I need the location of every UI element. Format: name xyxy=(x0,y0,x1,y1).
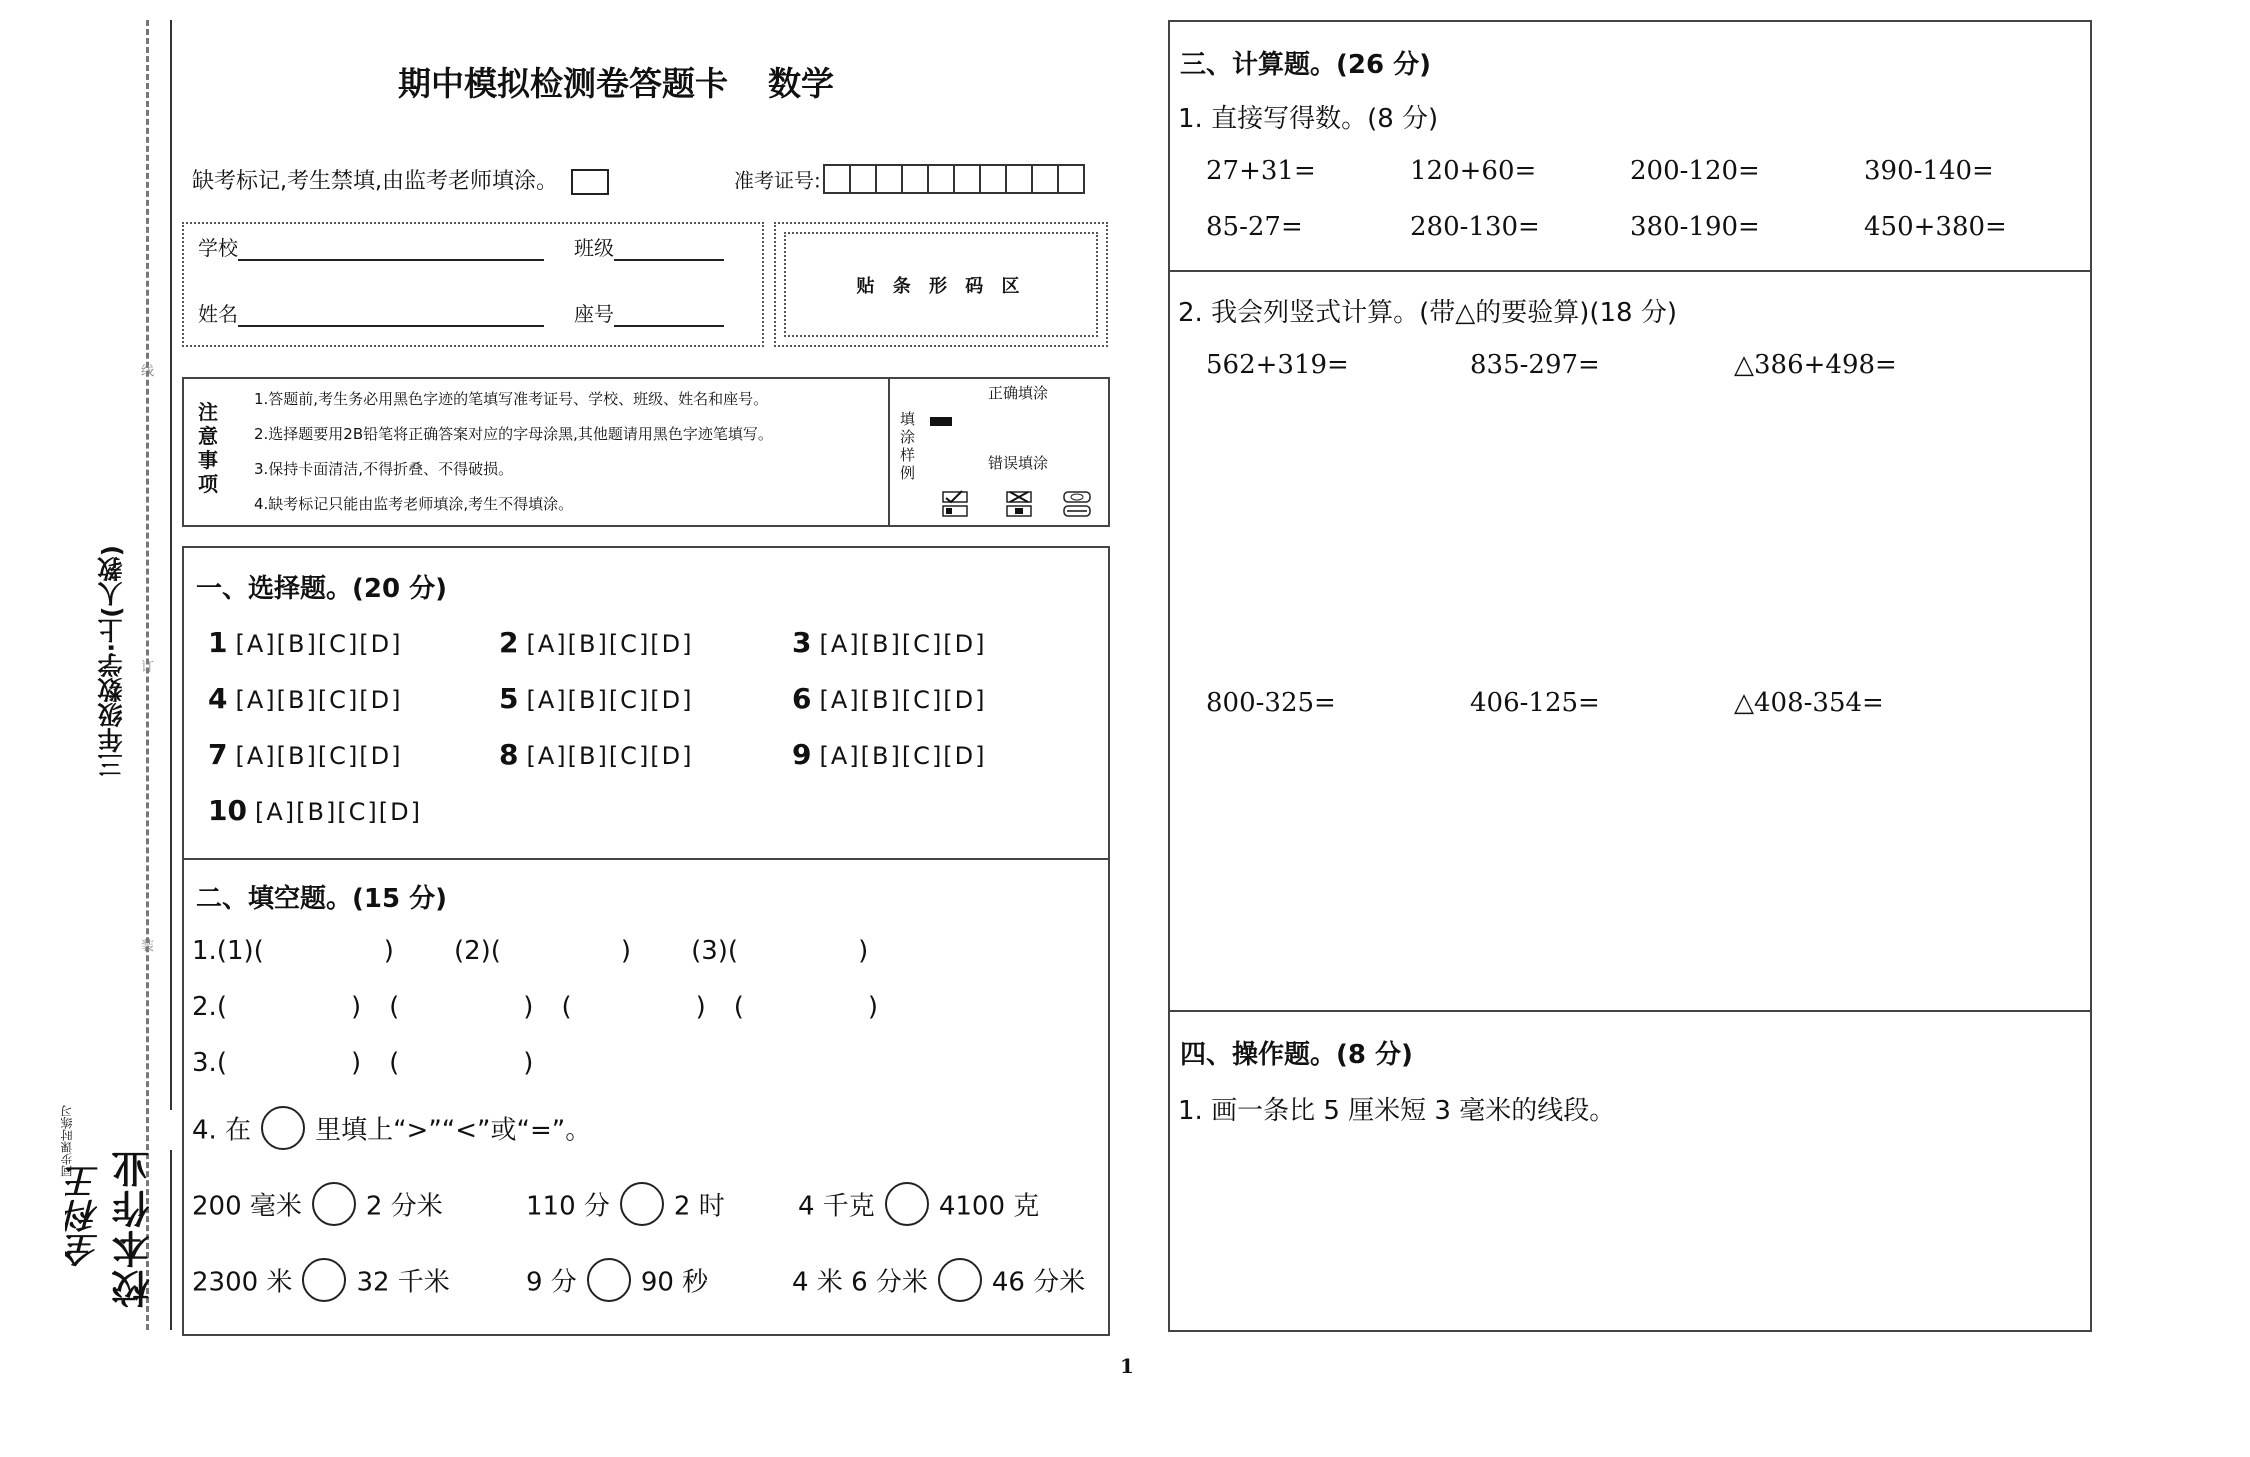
class-field[interactable]: 班级 xyxy=(574,232,724,261)
sample-label: 填涂样例 xyxy=(900,410,916,482)
section-divider xyxy=(1168,270,2092,272)
cut-mark: 装 xyxy=(141,939,155,954)
wrong-fill-samples xyxy=(940,490,1100,524)
mc-question-9[interactable]: 9 [A][B][C][D] xyxy=(792,738,987,771)
mc-question-3[interactable]: 3 [A][B][C][D] xyxy=(792,626,987,659)
page-title: 期中模拟检测卷答题卡 数学 xyxy=(398,64,834,103)
exam-id-cells[interactable] xyxy=(825,164,1085,194)
cut-mark: 线 xyxy=(141,364,155,379)
absent-mark-box[interactable] xyxy=(571,169,609,195)
section2-title: 二、填空题。(15 分) xyxy=(196,884,447,914)
direct-calc[interactable]: 120+60= xyxy=(1410,156,1537,186)
direct-calc[interactable]: 280-130= xyxy=(1410,212,1540,242)
cut-mark: 订 xyxy=(141,660,155,675)
brand-sub: 同步课时练习 xyxy=(60,1105,74,1177)
vertical-calc[interactable]: 835-297= xyxy=(1470,350,1600,380)
section4-title: 四、操作题。(8 分) xyxy=(1180,1040,1413,1070)
section-divider xyxy=(182,858,1110,860)
section1-title: 一、选择题。(20 分) xyxy=(196,574,447,604)
barcode-label: 贴 条 形 码 区 xyxy=(856,276,1026,297)
check-mark-icon xyxy=(943,491,967,516)
notes-label: 注意事项 xyxy=(198,400,218,496)
compare-item[interactable]: 9 分 90 秒 xyxy=(526,1258,708,1302)
absent-note: 缺考标记,考生禁填,由监考老师填涂。 xyxy=(192,164,609,195)
compare-circle-icon xyxy=(261,1106,305,1150)
brand-series: 校本作业 xyxy=(112,1148,156,1308)
correct-fill-label: 正确填涂 xyxy=(988,384,1049,402)
mc-question-4[interactable]: 4 [A][B][C][D] xyxy=(208,682,403,715)
fill-question-3[interactable]: 3.( ) ( ) xyxy=(192,1048,534,1078)
compare-item[interactable]: 4 千克 4100 克 xyxy=(798,1182,1039,1226)
binding-dashed-line xyxy=(146,20,149,1330)
note-item: 3.保持卡面清洁,不得折叠、不得破损。 xyxy=(254,460,514,478)
mc-question-2[interactable]: 2 [A][B][C][D] xyxy=(499,626,694,659)
compare-item[interactable]: 2300 米 32 千米 xyxy=(192,1258,450,1302)
calc-sub1-title: 1. 直接写得数。(8 分) xyxy=(1178,104,1439,134)
fill-question-4: 4. 在 里填上“>”“<”或“=”。 xyxy=(192,1106,591,1150)
page-number: 1 xyxy=(1120,1354,1134,1378)
vertical-calc[interactable]: △386+498= xyxy=(1734,350,1897,380)
grade-label: 三年级数学·上(人教) xyxy=(97,545,126,778)
fill-question-1[interactable]: 1.(1)( ) (2)( ) (3)( ) xyxy=(192,936,869,966)
mc-question-6[interactable]: 6 [A][B][C][D] xyxy=(792,682,987,715)
wrong-fill-label: 错误填涂 xyxy=(988,454,1049,472)
compare-item[interactable]: 110 分 2 时 xyxy=(526,1182,725,1226)
school-field[interactable]: 学校 xyxy=(198,232,544,261)
mc-question-10[interactable]: 10 [A][B][C][D] xyxy=(208,794,422,827)
mc-question-1[interactable]: 1 [A][B][C][D] xyxy=(208,626,403,659)
direct-calc[interactable]: 450+380= xyxy=(1864,212,2007,242)
mc-question-7[interactable]: 7 [A][B][C][D] xyxy=(208,738,403,771)
compare-item[interactable]: 200 毫米 2 分米 xyxy=(192,1182,443,1226)
direct-calc[interactable]: 85-27= xyxy=(1206,212,1303,242)
mc-question-5[interactable]: 5 [A][B][C][D] xyxy=(499,682,694,715)
exam-id: 准考证号: xyxy=(734,164,1085,194)
vertical-calc[interactable]: 562+319= xyxy=(1206,350,1349,380)
calc-sub2-title: 2. 我会列竖式计算。(带△的要验算)(18 分) xyxy=(1178,298,1677,328)
fill-question-2[interactable]: 2.( ) ( ) ( ) ( ) xyxy=(192,992,879,1022)
operation-question-1: 1. 画一条比 5 厘米短 3 毫米的线段。 xyxy=(1178,1096,1616,1126)
brand-logo: 全科王 xyxy=(65,1165,105,1267)
direct-calc[interactable]: 27+31= xyxy=(1206,156,1316,186)
compare-item[interactable]: 4 米 6 分米 46 分米 xyxy=(792,1258,1085,1302)
cross-mark-icon xyxy=(1007,492,1031,516)
section-divider xyxy=(1168,1010,2092,1012)
name-field[interactable]: 姓名 xyxy=(198,298,544,327)
binding-solid-line xyxy=(170,1150,172,1330)
note-item: 1.答题前,考生务必用黑色字迹的笔填写准考证号、学校、班级、姓名和座号。 xyxy=(254,390,769,408)
seat-field[interactable]: 座号 xyxy=(574,298,724,327)
vertical-calc[interactable]: △408-354= xyxy=(1734,688,1884,718)
vertical-calc[interactable]: 800-325= xyxy=(1206,688,1336,718)
direct-calc[interactable]: 390-140= xyxy=(1864,156,1994,186)
section3-title: 三、计算题。(26 分) xyxy=(1180,50,1431,80)
direct-calc[interactable]: 380-190= xyxy=(1630,212,1760,242)
correct-fill-sample xyxy=(930,417,952,426)
note-item: 4.缺考标记只能由监考老师填涂,考生不得填涂。 xyxy=(254,495,574,513)
note-item: 2.选择题要用2B铅笔将正确答案对应的字母涂黑,其他题请用黑色字迹笔填写。 xyxy=(254,425,773,443)
direct-calc[interactable]: 200-120= xyxy=(1630,156,1760,186)
partial-fill-icon xyxy=(1064,492,1090,516)
notes-divider xyxy=(888,377,890,527)
mc-question-8[interactable]: 8 [A][B][C][D] xyxy=(499,738,694,771)
vertical-calc[interactable]: 406-125= xyxy=(1470,688,1600,718)
binding-solid-line xyxy=(170,20,172,1110)
